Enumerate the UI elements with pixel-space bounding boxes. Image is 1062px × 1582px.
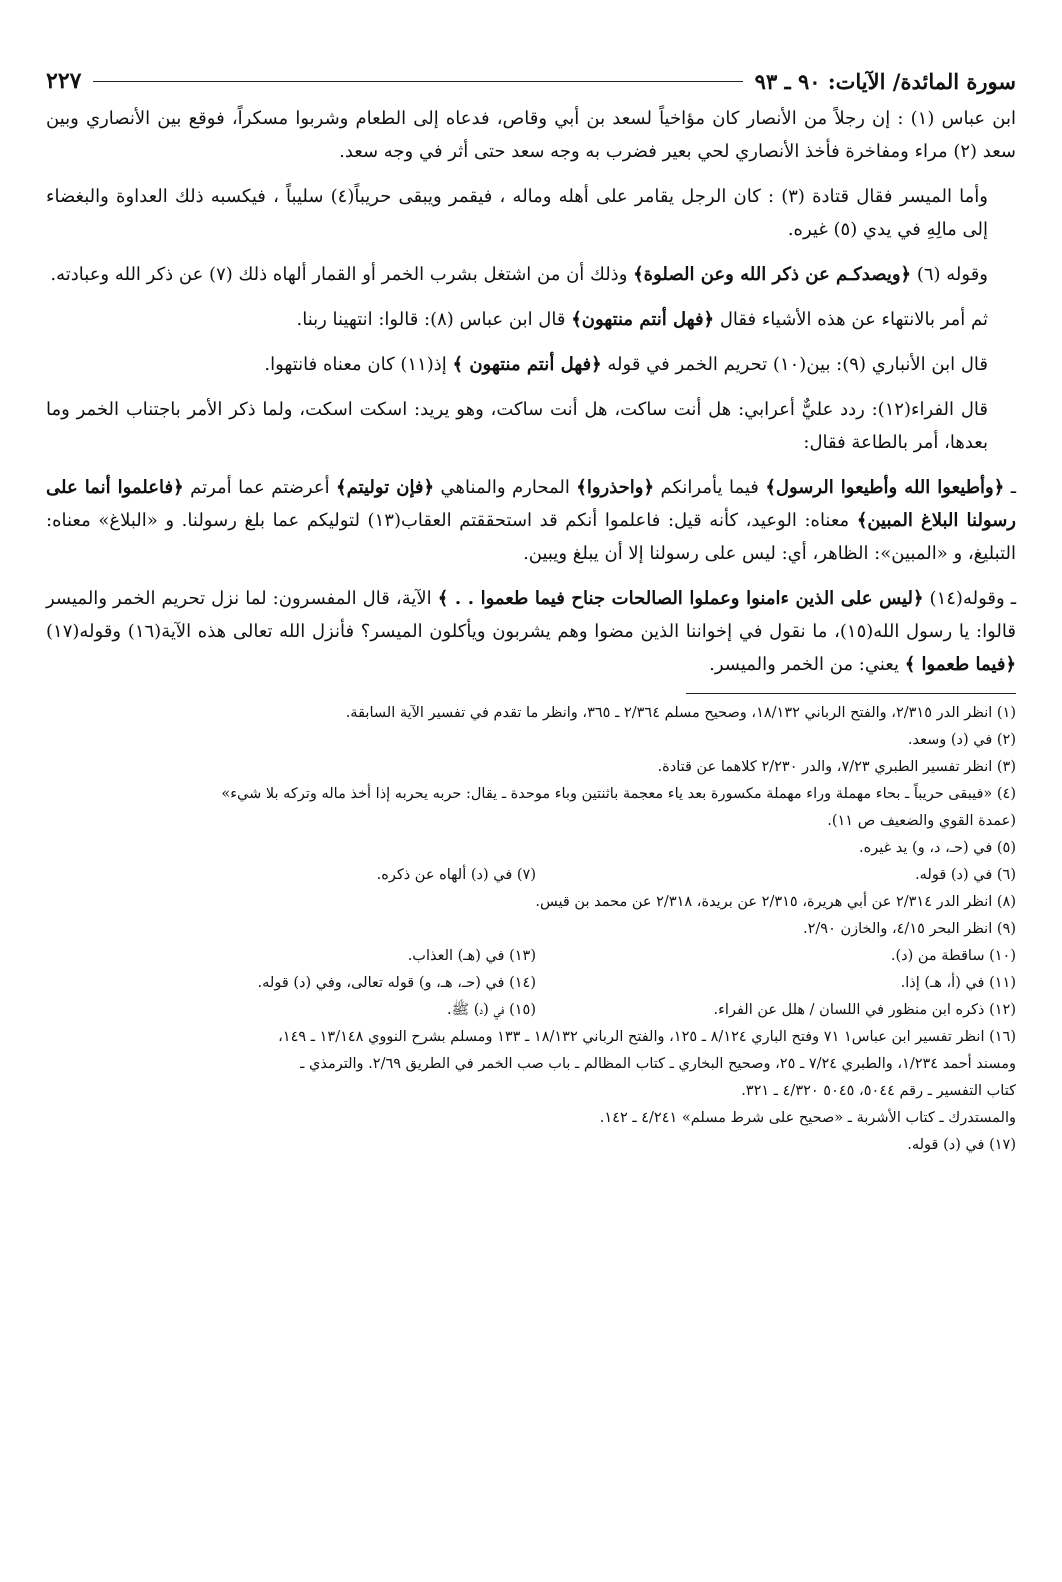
page-number: ٢٢٧: [46, 68, 82, 94]
footnote-7: (٧) في (د) ألهاه عن ذكره.: [376, 867, 536, 883]
main-text: [46, 102, 1016, 681]
paragraph-8: [46, 582, 1016, 681]
text-segment: وقوله (٦): [911, 264, 988, 285]
footnote-separator: [686, 693, 1016, 694]
footnote-16-line-2: ومسند أحمد ١/٢٣٤، والطبري ٧/٢٤ ـ ٢٥، وصحيح البخاري ـ كتاب المظالم ـ باب صب الخمر في الطريق ٢/٦٩. والترمذي ـ: [300, 1056, 1016, 1072]
quran-quote: ﴿فإن توليتم﴾: [336, 477, 435, 498]
footnote-1: (١) انظر الدر ٢/٣١٥، والفتح الرباني ١٨/١٣٢، وصحيح مسلم ٢/٣٦٤ ـ ٣٦٥، وانظر ما تقدم في تفسير الآية السابقة.: [345, 705, 1016, 721]
footnotes: [46, 700, 1016, 1159]
paragraph-1: ابن عباس (١) : إن رجلاً من الأنصار كان مؤاخياً لسعد بن أبي وقاص، فدعاه إلى الطعام وشربوا مسكراً، فوقع بين الأنصاري وبين سعد (٢) مراء ومفاخرة فأخذ الأنصاري لحي بعير فضرب به وجه سعد حتى أثر في وجه سعد.: [46, 108, 1016, 162]
paragraph-6: قال الفراء(١٢): ردد عليٌّ أعرابي: هل أنت ساكت، هل أنت ساكت، وهو يريد: اسكت اسكت، ولما ذكر الأمر باجتناب الخمر وما بعدها، أمر بالطاعة فقال:: [46, 399, 988, 453]
footnote-9: (٩) انظر البحر ٤/١٥، والخازن ٢/٩٠.: [803, 921, 1016, 937]
footnote-11: (١١) في (أ، هـ) إذا.: [900, 975, 1016, 991]
text-segment: المحارم والمناهي: [434, 477, 577, 498]
text-segment: قال ابن عباس (٨): قالوا: انتهينا ربنا.: [296, 309, 572, 330]
paragraph-7: [46, 471, 1016, 570]
quran-quote: ﴿فهل أنتم منتهون ﴾: [452, 354, 602, 375]
quran-quote: ﴿فهل أنتم منتهون﴾: [571, 309, 715, 330]
footnote-4: (٤) «فيبقى حريباً ـ بحاء مهملة وراء مهملة مكسورة بعد ياء معجمة باثنتين وباء موحدة ـ يقال: حربه يحربه إذا أخذ ماله وتركه بلا شيء»: [221, 786, 1016, 802]
footnote-15: (١٥) في (د) ﷺ.: [447, 1002, 536, 1018]
text-segment: إذ(١١) كان معناه فانتهوا.: [264, 354, 453, 375]
paragraph-5: [46, 348, 1016, 381]
text-segment: أعرضتم عما أمرتم: [183, 477, 337, 498]
paragraph-2: وأما الميسر فقال قتادة (٣) : كان الرجل يقامر على أهله وماله ، فيقمر ويبقى حريباً(٤) سليباً ، فيكسبه ذلك العداوة والبغضاء إلى مالِهِ في يدي (٥) غيره.: [46, 186, 988, 240]
running-title: سورة المائدة/ الآيات: ٩٠ ـ ٩٣: [754, 68, 1016, 94]
paragraph-4: [46, 303, 1016, 336]
text-segment: قال ابن الأنباري (٩): بين(١٠) تحريم الخمر في قوله: [601, 354, 988, 375]
footnote-16-line-4: والمستدرك ـ كتاب الأشربة ـ «صحيح على شرط مسلم» ٤/٢٤١ ـ ١٤٢.: [599, 1110, 1016, 1126]
text-segment: يعني: من الخمر والميسر.: [709, 654, 905, 675]
quran-quote: ﴿ليس على الذين ءامنوا وعملوا الصالحات جناح فيما طعموا . . ﴾: [437, 588, 924, 609]
text-segment: ثم أمر بالانتهاء عن هذه الأشياء فقال: [714, 309, 988, 330]
footnote-4-continued: (عمدة القوي والضعيف ص ١١).: [827, 813, 1016, 829]
paragraph-3: [46, 258, 1016, 291]
footnote-17: (١٧) في (د) قوله.: [907, 1137, 1016, 1153]
footnote-16: (١٦) انظر تفسير ابن عباس١ ٧١ وفتح الباري ٨/١٢٤ ـ ١٢٥، والفتح الرباني ١٨/١٣٢ ـ ١٣٣ ومسلم بشرح النووي ١٣/١٤٨ ـ ١٤٩،: [278, 1029, 1016, 1045]
footnote-14: (١٤) في (حـ، هـ، و) قوله تعالى، وفي (د) قوله.: [257, 975, 536, 991]
footnote-16-line-3: كتاب التفسير ـ رقم ٥٠٤٤، ٥٠٤٥ ٤/٣٢٠ ـ ٣٢١.: [741, 1083, 1016, 1099]
quran-quote: ﴿ويصدكـم عن ذكر الله وعن الصلوة﴾: [633, 264, 912, 285]
header-rule: [93, 81, 742, 82]
footnote-12: (١٢) ذكره ابن منظور في اللسان / هلل عن الفراء.: [713, 1002, 1016, 1018]
page-header: [46, 60, 1016, 102]
footnote-6: (٦) في (د) قوله.: [915, 867, 1016, 883]
footnote-row-12-15: [46, 997, 1016, 1024]
quran-quote: ﴿واحذروا﴾: [576, 477, 655, 498]
text-segment: ـ وقوله(١٤): [923, 588, 1017, 609]
footnote-5: (٥) في (حـ، د، و) يد غيره.: [859, 840, 1016, 856]
footnote-10: (١٠) ساقطة من (د).: [890, 948, 1016, 964]
footnote-2: (٢) في (د) وسعد.: [907, 732, 1016, 748]
footnote-13: (١٣) في (هـ) العذاب.: [407, 948, 536, 964]
quran-quote: ﴿فاعلموا أنما على رسولنا البلاغ المبين﴾: [46, 477, 1017, 531]
footnote-8: (٨) انظر الدر ٢/٣١٤ عن أبي هريرة، ٢/٣١٥ عن بريدة، ٢/٣١٨ عن محمد بن قيس.: [535, 894, 1016, 910]
quran-quote: ﴿وأطيعوا الله وأطيعوا الرسول﴾: [765, 477, 1005, 498]
text-segment: فيما يأمرانكم: [654, 477, 766, 498]
footnote-row-6-7: [46, 862, 1016, 889]
text-segment: ـ: [1004, 477, 1017, 498]
text-segment: وذلك أن من اشتغل بشرب الخمر أو القمار ألهاه ذلك (٧) عن ذكر الله وعبادته.: [50, 264, 634, 285]
text-segment: معناه: الوعيد، كأنه قيل: فاعلموا أنكم قد استحققتم العقاب(١٣) لتوليكم عما بلغ رسولنا. و «البلاغ» معناه: التبليغ، و «المبين»: الظاهر، أي: ليس على رسولنا إلا أن يبلغ ويبين.: [46, 510, 1016, 564]
book-page: [46, 60, 1016, 1159]
footnote-3: (٣) انظر تفسير الطبري ٧/٢٣، والدر ٢/٢٣٠ كلاهما عن قتادة.: [657, 759, 1016, 775]
footnote-row-10-13: [46, 943, 1016, 970]
text-segment: الآية، قال المفسرون: لما نزل تحريم الخمر والميسر قالوا: يا رسول الله(١٥)، ما نقول في إخواننا الذين مضوا وهم يشربون ويأكلون الميسر؟ فأنزل الله تعالى هذه الآية(١٦) وقوله(١٧): [46, 588, 1016, 642]
footnote-row-11-14: [46, 970, 1016, 997]
quran-quote: ﴿فيما طعموا ﴾: [904, 654, 1016, 675]
